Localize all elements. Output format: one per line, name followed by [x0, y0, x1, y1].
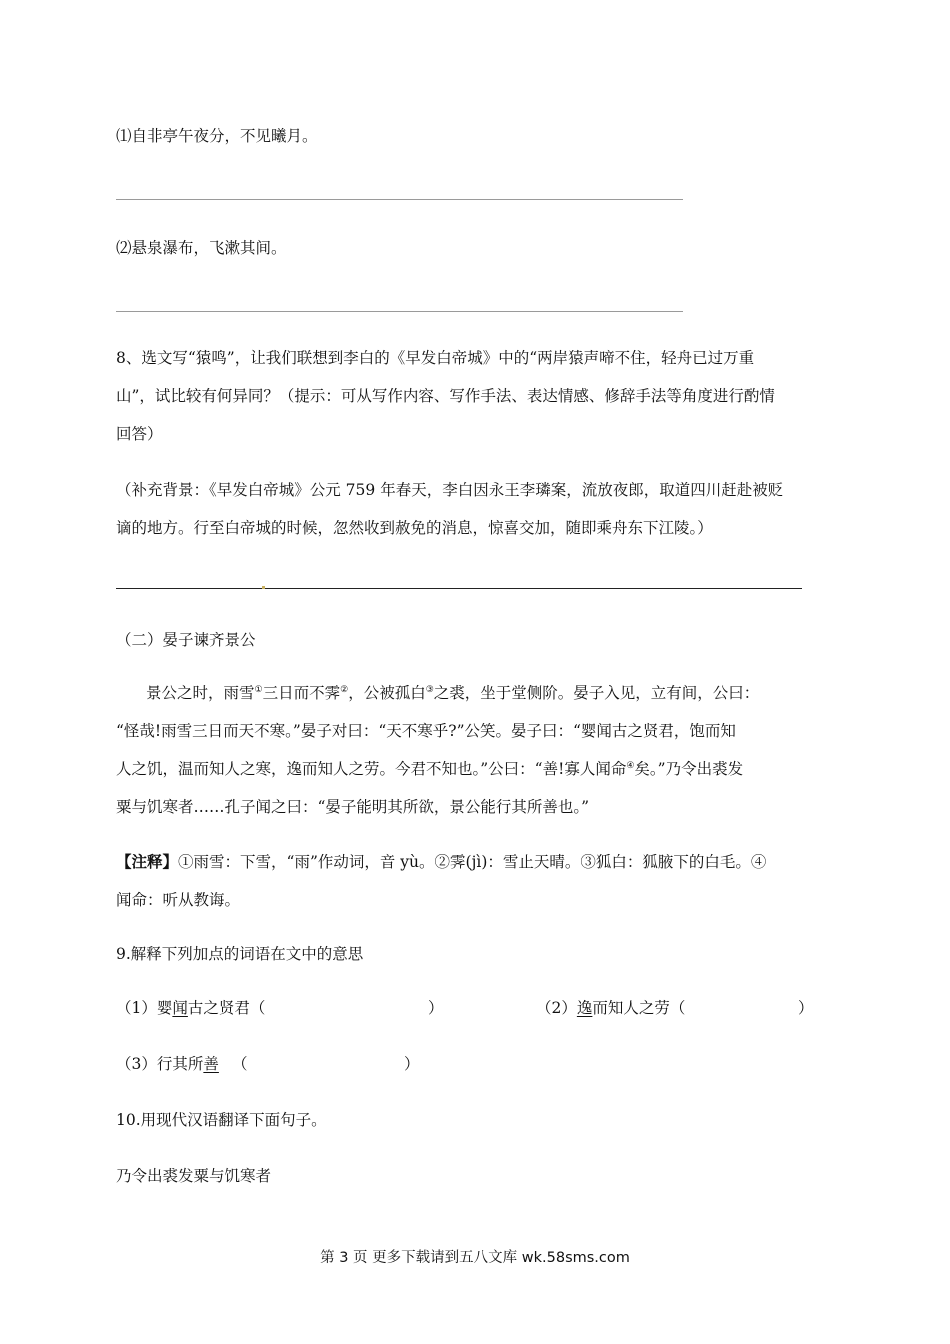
q9-item-2	[536, 998, 685, 1018]
q9-item-1-prefix: （1）婴	[116, 999, 173, 1017]
q8-background-1: （补充背景：《早发白帝城》公元 759 年春天，李白因永王李璘案，流放夜郎，取道四川赶赴被贬	[116, 481, 784, 499]
passage-line-3	[116, 759, 743, 779]
passage-text: 人之饥，温而知人之寒，逸而知人之劳。今君不知也。”公曰：“善!寡人闻命	[116, 760, 627, 778]
q9-item-1	[116, 998, 265, 1018]
answer-line-3	[116, 588, 802, 589]
q9-item-3-close: ）	[404, 1055, 420, 1073]
q8-line-3: 回答）	[116, 425, 163, 443]
footnote-marker: ①	[254, 685, 263, 695]
q9-item-3-prefix: （3）行其所	[116, 1055, 204, 1073]
passage-text: ，公被孤白	[348, 684, 426, 702]
q9-item-1-suffix: 古之贤君（	[187, 999, 266, 1017]
notes-line-2: 闻命：听从教诲。	[116, 891, 241, 909]
passage-line-1	[146, 683, 759, 703]
passage-line-4: 粟与饥寒者……孔子闻之曰：“晏子能明其所欲，景公能行其所善也。”	[116, 798, 590, 816]
passage-text: 之裘，坐于堂侧阶。晏子入见，立有间，公曰：	[433, 684, 760, 702]
page-footer: 第 3 页 更多下载请到五八文库 wk.58sms.com	[320, 1250, 630, 1266]
q8-line-2: 山”，试比较有何异同？（提示：可从写作内容、写作手法、表达情感、修辞手法等角度进行酌情	[116, 387, 775, 405]
footnote-marker: ②	[340, 685, 349, 695]
q8-line-1: 8、选文写“猿鸣”，让我们联想到李白的《早发白帝城》中的“两岸猿声啼不住，轻舟已过万重	[116, 349, 755, 367]
stray-dot	[262, 586, 265, 589]
passage-line-2: “怪哉!雨雪三日而天不寒。”晏子对曰：“天不寒乎?”公笑。晏子曰：“婴闻古之贤君，饱而知	[116, 722, 736, 740]
q9-item-1-close: ）	[428, 999, 444, 1017]
q9-title: 9.解释下列加点的词语在文中的意思	[116, 945, 364, 963]
q7-item-2: ⑵悬泉瀑布，飞漱其间。	[116, 239, 287, 257]
passage-text: 景公之时，雨雪	[146, 684, 255, 702]
q8-background-2: 谪的地方。行至白帝城的时候，忽然收到赦免的消息，惊喜交加，随即乘舟东下江陵。）	[116, 519, 713, 537]
section-title: （二）晏子谏齐景公	[116, 631, 256, 649]
dotted-word: 善	[203, 1055, 219, 1073]
q9-item-2-close: ）	[798, 999, 814, 1017]
q9-item-2-suffix: 而知人之劳（	[592, 999, 686, 1017]
answer-line-2	[116, 311, 683, 312]
q10-title: 10.用现代汉语翻译下面句子。	[116, 1111, 327, 1129]
passage-text: 矣。”乃令出裘发	[634, 760, 744, 778]
answer-line-1	[116, 199, 683, 200]
notes-text: ①雨雪：下雪，“雨”作动词，音 yù。②霁(jì)：雪止天晴。③狐白：狐腋下的白毛。④	[178, 853, 767, 871]
q10-sentence: 乃令出裘发粟与饥寒者	[116, 1167, 272, 1185]
q9-item-3-open: （	[232, 1055, 248, 1073]
q9-item-2-prefix: （2）	[536, 999, 577, 1017]
footnote-marker: ③	[425, 685, 434, 695]
q7-item-1: ⑴自非亭午夜分，不见曦月。	[116, 127, 318, 145]
notes-line-1	[116, 852, 766, 872]
passage-text: 三日而不霁	[262, 684, 341, 702]
dotted-word: 闻	[172, 999, 188, 1017]
notes-label: 【注释】	[116, 852, 179, 871]
dotted-word: 逸	[576, 999, 593, 1017]
q9-item-3	[116, 1054, 219, 1074]
footnote-marker: ④	[626, 761, 635, 771]
